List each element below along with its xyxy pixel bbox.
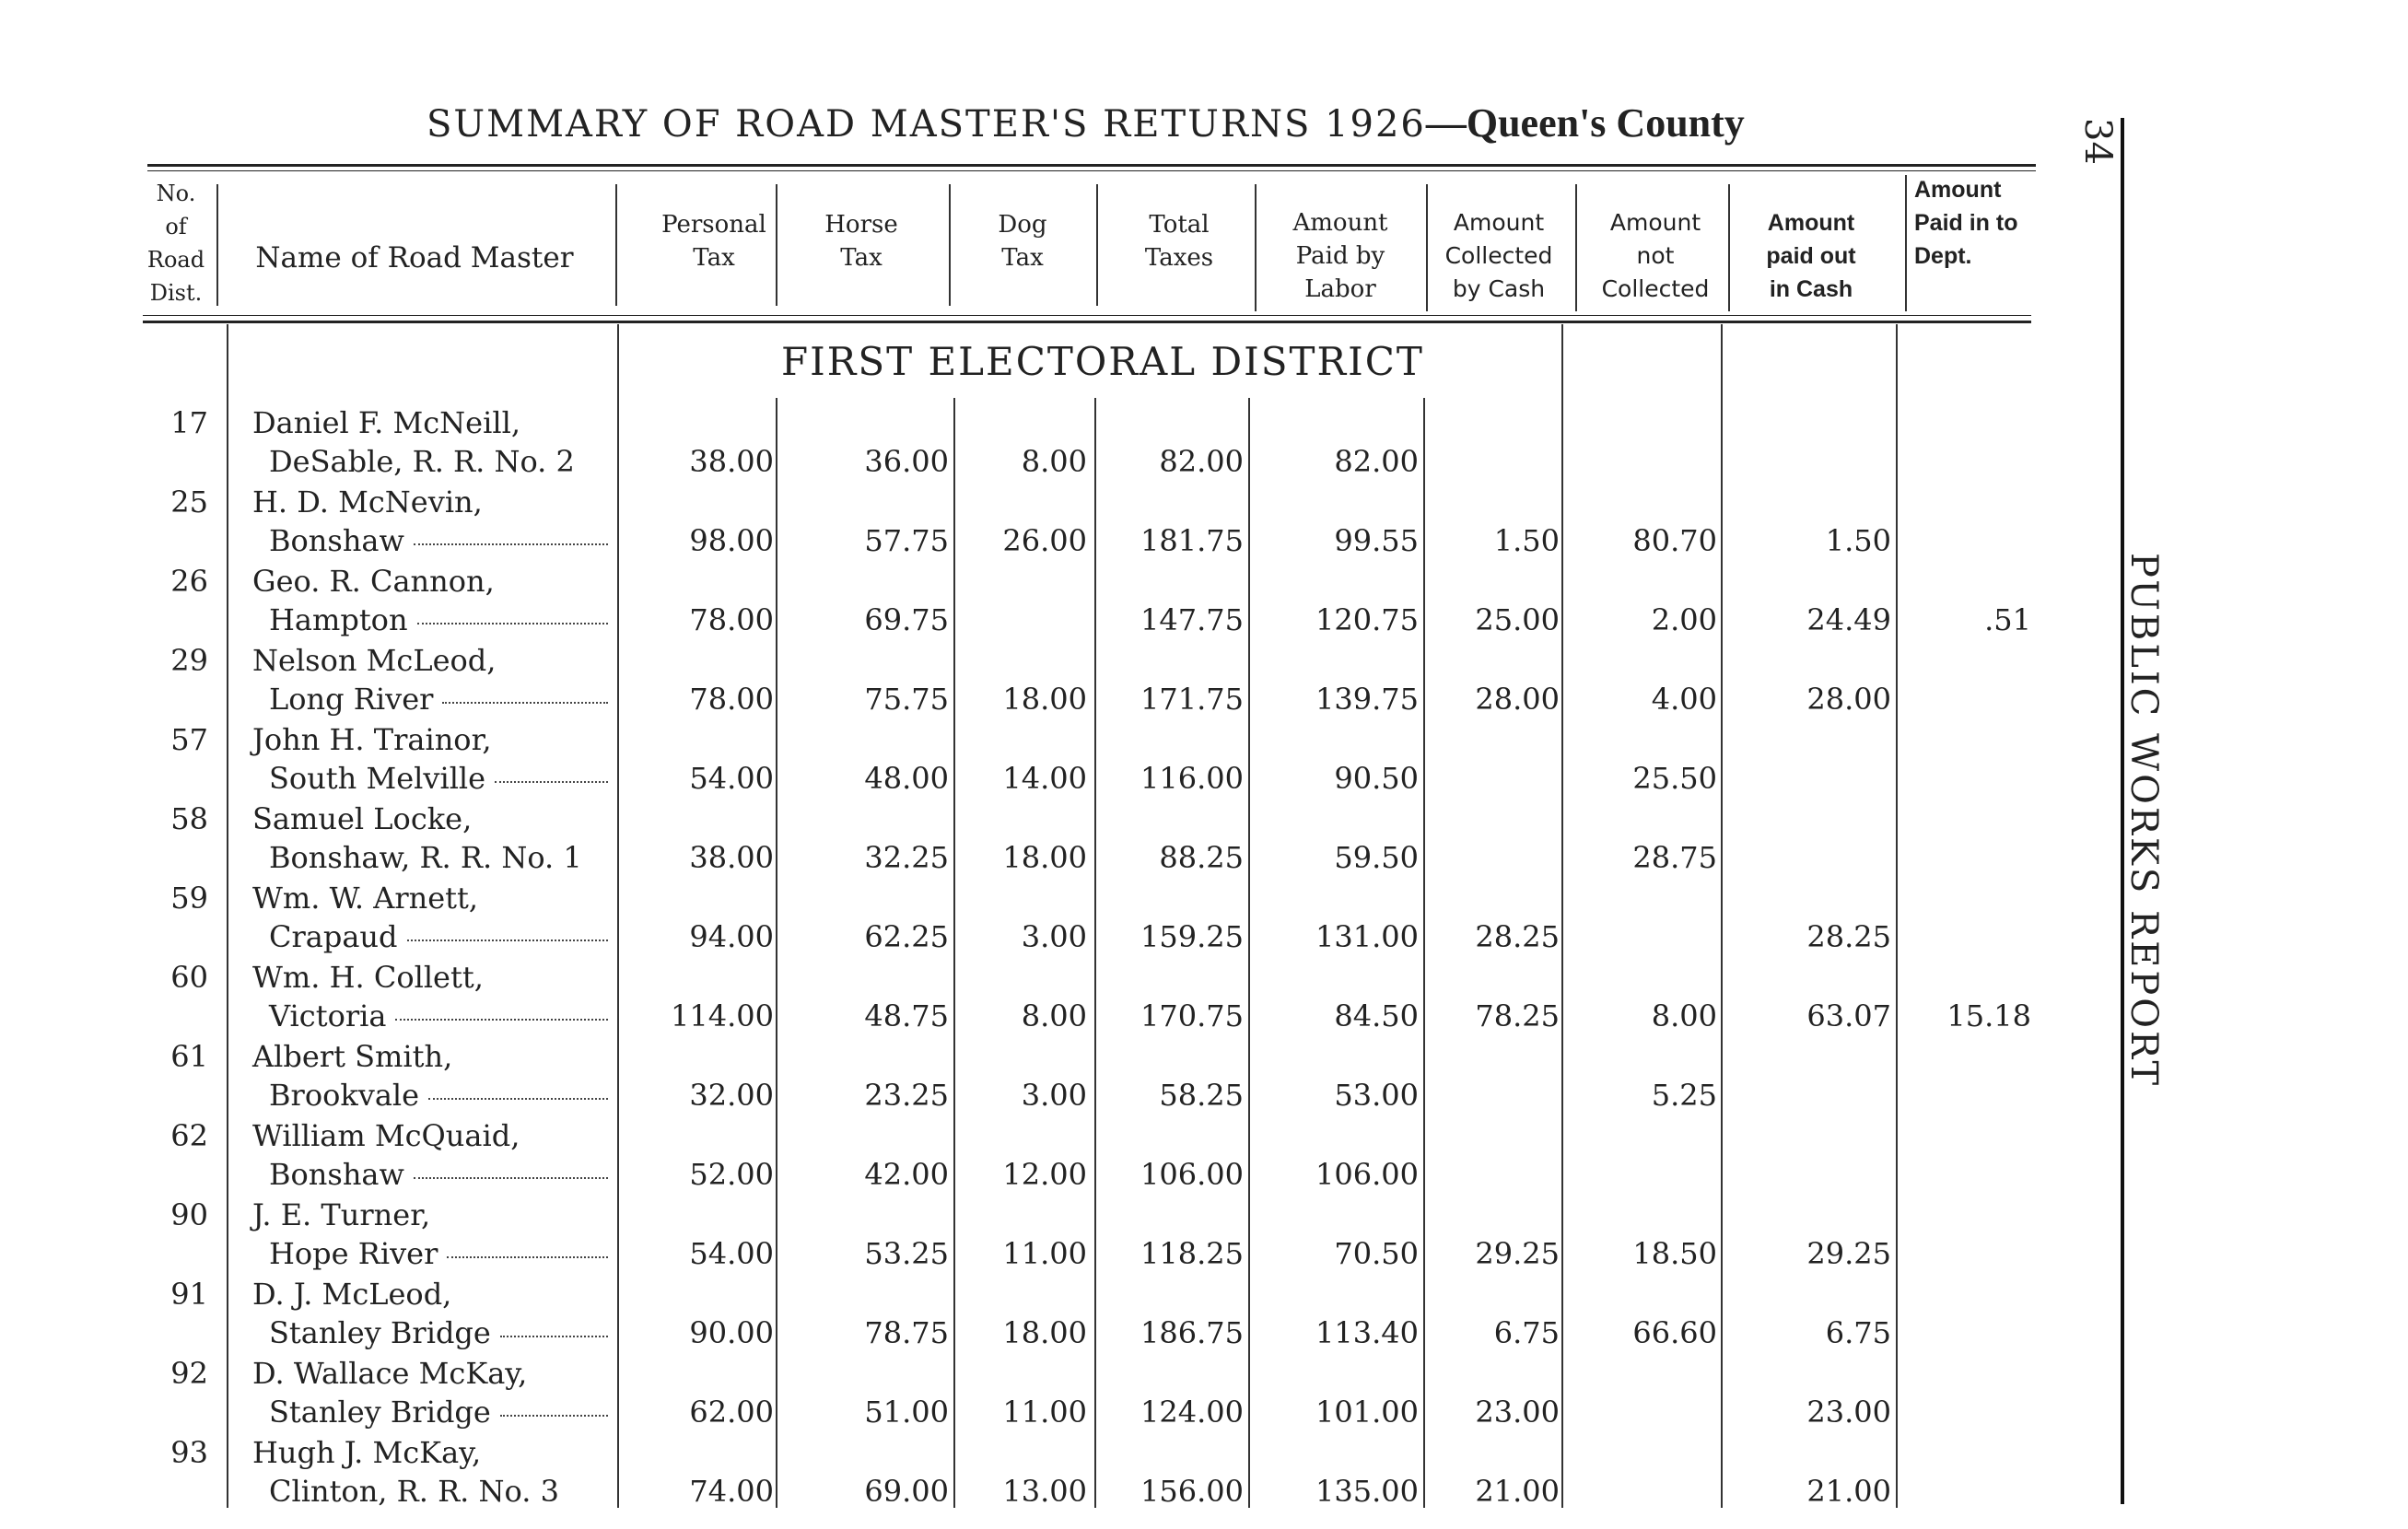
road-master-address: Brookvale: [269, 1078, 608, 1113]
road-master-name: Geo. R. Cannon,: [252, 564, 495, 599]
paid-to-dept-cell: 15.18: [1946, 998, 2031, 1033]
paid-by-labor-cell: 82.00: [1334, 444, 1419, 479]
road-master-name: D. J. McLeod,: [252, 1277, 452, 1312]
header-top-rule: [147, 164, 2036, 167]
horse-tax-cell: 42.00: [864, 1157, 949, 1192]
road-district-number: 26: [170, 564, 208, 599]
road-district-number: 17: [170, 405, 208, 440]
road-district-number: 91: [170, 1277, 208, 1312]
dog-tax-cell: 12.00: [1002, 1157, 1087, 1192]
paid-by-labor-cell: 70.50: [1334, 1236, 1419, 1271]
table-row: [0, 1113, 2119, 1192]
road-master-address: Crapaud: [269, 919, 608, 954]
personal-tax-cell: 114.00: [671, 998, 774, 1033]
road-master-name: William McQuaid,: [252, 1118, 520, 1153]
header-divider: [1426, 184, 1428, 311]
leader-dots: [442, 702, 608, 704]
road-master-name: Nelson McLeod,: [252, 643, 497, 678]
total-taxes-cell: 147.75: [1140, 602, 1244, 637]
not-collected-cell: 66.60: [1632, 1315, 1717, 1350]
horse-tax-cell: 69.75: [864, 602, 949, 637]
horse-tax-cell: 78.75: [864, 1315, 949, 1350]
total-taxes-cell: 106.00: [1140, 1157, 1244, 1192]
personal-tax-cell: 78.00: [689, 682, 774, 717]
dog-tax-cell: 11.00: [1002, 1236, 1087, 1271]
header-divider: [216, 184, 218, 306]
road-master-address: Stanley Bridge: [269, 1315, 608, 1350]
header-dog-tax: Dog Tax: [998, 211, 1047, 272]
personal-tax-cell: 98.00: [689, 523, 774, 558]
header-personal-tax: Personal Tax: [661, 211, 766, 272]
road-master-address: DeSable, R. R. No. 2: [269, 444, 575, 479]
paid-by-labor-cell: 106.00: [1315, 1157, 1419, 1192]
paid-by-labor-cell: 120.75: [1315, 602, 1419, 637]
road-master-name: Daniel F. McNeill,: [252, 405, 520, 440]
paid-out-in-cash-cell: 28.00: [1806, 682, 1891, 717]
leader-dots: [414, 1177, 608, 1179]
road-district-number: 90: [170, 1197, 208, 1232]
road-master-name: Hugh J. McKay,: [252, 1435, 482, 1470]
road-district-number: 57: [170, 722, 208, 757]
not-collected-cell: 80.70: [1632, 523, 1717, 558]
paid-to-dept-cell: .51: [1984, 602, 2031, 637]
collected-by-cash-cell: 28.25: [1475, 919, 1560, 954]
paid-by-labor-cell: 101.00: [1315, 1395, 1419, 1430]
personal-tax-cell: 94.00: [689, 919, 774, 954]
table-row: [0, 400, 2119, 479]
collected-by-cash-cell: 23.00: [1475, 1395, 1560, 1430]
not-collected-cell: 25.50: [1632, 761, 1717, 796]
road-master-name: D. Wallace McKay,: [252, 1356, 528, 1391]
total-taxes-cell: 124.00: [1140, 1395, 1244, 1430]
collected-by-cash-cell: 29.25: [1475, 1236, 1560, 1271]
dog-tax-cell: 13.00: [1002, 1474, 1087, 1509]
road-district-number: 93: [170, 1435, 208, 1470]
table-row: [0, 1192, 2119, 1271]
road-master-name: Samuel Locke,: [252, 801, 473, 836]
running-title: PUBLIC WORKS REPORT: [2122, 553, 2165, 1089]
table-row: [0, 1350, 2119, 1430]
total-taxes-cell: 171.75: [1140, 682, 1244, 717]
paid-by-labor-cell: 131.00: [1315, 919, 1419, 954]
not-collected-cell: 5.25: [1651, 1078, 1717, 1113]
header-divider: [1728, 184, 1730, 311]
horse-tax-cell: 75.75: [864, 682, 949, 717]
road-master-address: Hope River: [269, 1236, 608, 1271]
paid-out-in-cash-cell: 21.00: [1806, 1474, 1891, 1509]
dog-tax-cell: 18.00: [1002, 1315, 1087, 1350]
total-taxes-cell: 159.25: [1140, 919, 1244, 954]
table-row: [0, 796, 2119, 875]
horse-tax-cell: 62.25: [864, 919, 949, 954]
header-name: Name of Road Master: [255, 241, 574, 274]
table-row: [0, 875, 2119, 954]
paid-out-in-cash-cell: 63.07: [1806, 998, 1891, 1033]
road-district-number: 62: [170, 1118, 208, 1153]
total-taxes-cell: 170.75: [1140, 998, 1244, 1033]
dog-tax-cell: 18.00: [1002, 682, 1087, 717]
paid-by-labor-cell: 113.40: [1315, 1315, 1419, 1350]
header-divider: [1575, 184, 1577, 311]
road-master-address: Victoria: [269, 998, 608, 1033]
not-collected-cell: 2.00: [1651, 602, 1717, 637]
table-row: [0, 1271, 2119, 1350]
horse-tax-cell: 36.00: [864, 444, 949, 479]
road-master-address: Bonshaw: [269, 1157, 608, 1192]
horse-tax-cell: 53.25: [864, 1236, 949, 1271]
personal-tax-cell: 52.00: [689, 1157, 774, 1192]
paid-by-labor-cell: 53.00: [1334, 1078, 1419, 1113]
horse-tax-cell: 69.00: [864, 1474, 949, 1509]
paid-out-in-cash-cell: 28.25: [1806, 919, 1891, 954]
paid-by-labor-cell: 99.55: [1334, 523, 1419, 558]
leader-dots: [447, 1256, 608, 1258]
paid-by-labor-cell: 59.50: [1334, 840, 1419, 875]
table-row: [0, 637, 2119, 717]
collected-by-cash-cell: 1.50: [1493, 523, 1560, 558]
horse-tax-cell: 32.25: [864, 840, 949, 875]
paid-by-labor-cell: 84.50: [1334, 998, 1419, 1033]
table-row: [0, 954, 2119, 1033]
horse-tax-cell: 57.75: [864, 523, 949, 558]
collected-by-cash-cell: 78.25: [1475, 998, 1560, 1033]
personal-tax-cell: 54.00: [689, 761, 774, 796]
horse-tax-cell: 48.75: [864, 998, 949, 1033]
collected-by-cash-cell: 21.00: [1475, 1474, 1560, 1509]
road-district-number: 59: [170, 881, 208, 916]
header-not-collected: Amount not Collected: [1601, 209, 1710, 302]
title-main: SUMMARY OF ROAD MASTER'S RETURNS 1926: [427, 103, 1426, 146]
total-taxes-cell: 116.00: [1140, 761, 1244, 796]
collected-by-cash-cell: 6.75: [1493, 1315, 1560, 1350]
paid-out-in-cash-cell: 23.00: [1806, 1395, 1891, 1430]
total-taxes-cell: 88.25: [1159, 840, 1244, 875]
road-master-name: J. E. Turner,: [252, 1197, 431, 1232]
table-row: [0, 558, 2119, 637]
total-taxes-cell: 156.00: [1140, 1474, 1244, 1509]
header-top-rule-thin: [147, 170, 2036, 171]
paid-out-in-cash-cell: 24.49: [1806, 602, 1891, 637]
horse-tax-cell: 23.25: [864, 1078, 949, 1113]
road-master-address: Long River: [269, 682, 608, 717]
dog-tax-cell: 8.00: [1021, 998, 1087, 1033]
header-divider: [776, 184, 777, 306]
road-master-address: Clinton, R. R. No. 3: [269, 1474, 559, 1509]
road-master-address: Stanley Bridge: [269, 1395, 608, 1430]
not-collected-cell: 8.00: [1651, 998, 1717, 1033]
page-number: 34: [2076, 118, 2119, 165]
road-district-number: 92: [170, 1356, 208, 1391]
header-paid-out-in-cash: Amount paid out in Cash: [1766, 210, 1856, 302]
horse-tax-cell: 48.00: [864, 761, 949, 796]
road-master-address: Bonshaw, R. R. No. 1: [269, 840, 582, 875]
not-collected-cell: 28.75: [1632, 840, 1717, 875]
header-bottom-rule-thin: [143, 315, 2031, 316]
road-master-name: John H. Trainor,: [252, 722, 492, 757]
personal-tax-cell: 38.00: [689, 840, 774, 875]
personal-tax-cell: 62.00: [689, 1395, 774, 1430]
dog-tax-cell: 14.00: [1002, 761, 1087, 796]
road-master-address: Hampton: [269, 602, 608, 637]
dog-tax-cell: 11.00: [1002, 1395, 1087, 1430]
dog-tax-cell: 18.00: [1002, 840, 1087, 875]
road-district-number: 61: [170, 1039, 208, 1074]
road-district-number: 60: [170, 960, 208, 995]
header-bottom-rule: [143, 321, 2031, 323]
header-total-taxes: Total Taxes: [1144, 211, 1214, 272]
paid-by-labor-cell: 90.50: [1334, 761, 1419, 796]
road-district-number: 25: [170, 484, 208, 519]
leader-dots: [417, 623, 608, 624]
table-row: [0, 1033, 2119, 1113]
table-row: [0, 1430, 2119, 1509]
table-row: [0, 717, 2119, 796]
leader-dots: [414, 543, 608, 545]
horse-tax-cell: 51.00: [864, 1395, 949, 1430]
road-master-name: Wm. W. Arnett,: [252, 881, 479, 916]
header-divider: [1905, 175, 1907, 311]
total-taxes-cell: 58.25: [1159, 1078, 1244, 1113]
road-master-name: H. D. McNevin,: [252, 484, 483, 519]
header-horse-tax: Horse Tax: [824, 211, 898, 272]
paid-out-in-cash-cell: 6.75: [1825, 1315, 1891, 1350]
paid-by-labor-cell: 139.75: [1315, 682, 1419, 717]
personal-tax-cell: 32.00: [689, 1078, 774, 1113]
header-no: No. of Road Dist.: [146, 181, 205, 306]
leader-dots: [407, 940, 608, 941]
leader-dots: [395, 1019, 608, 1021]
dog-tax-cell: 3.00: [1021, 1078, 1087, 1113]
personal-tax-cell: 90.00: [689, 1315, 774, 1350]
personal-tax-cell: 54.00: [689, 1236, 774, 1271]
collected-by-cash-cell: 28.00: [1475, 682, 1560, 717]
district-heading: FIRST ELECTORAL DISTRICT: [781, 339, 1424, 384]
not-collected-cell: 4.00: [1651, 682, 1717, 717]
header-divider: [1255, 184, 1257, 311]
road-master-name: Albert Smith,: [252, 1039, 453, 1074]
header-divider: [1096, 184, 1098, 306]
personal-tax-cell: 38.00: [689, 444, 774, 479]
leader-dots: [428, 1098, 608, 1100]
dog-tax-cell: 3.00: [1021, 919, 1087, 954]
total-taxes-cell: 186.75: [1140, 1315, 1244, 1350]
collected-by-cash-cell: 25.00: [1475, 602, 1560, 637]
personal-tax-cell: 78.00: [689, 602, 774, 637]
road-district-number: 29: [170, 643, 208, 678]
header-paid-by-labor: Amount Paid by Labor: [1292, 209, 1388, 303]
header-divider: [615, 184, 617, 306]
personal-tax-cell: 74.00: [689, 1474, 774, 1509]
paid-out-in-cash-cell: 29.25: [1806, 1236, 1891, 1271]
total-taxes-cell: 118.25: [1140, 1236, 1244, 1271]
title-county: —Queen's County: [1425, 100, 1745, 146]
header-collected-by-cash: Amount Collected by Cash: [1444, 209, 1553, 302]
total-taxes-cell: 82.00: [1159, 444, 1244, 479]
dog-tax-cell: 8.00: [1021, 444, 1087, 479]
total-taxes-cell: 181.75: [1140, 523, 1244, 558]
not-collected-cell: 18.50: [1632, 1236, 1717, 1271]
road-district-number: 58: [170, 801, 208, 836]
road-master-address: Bonshaw: [269, 523, 608, 558]
header-divider: [949, 184, 951, 306]
paid-by-labor-cell: 135.00: [1315, 1474, 1419, 1509]
table-row: [0, 479, 2119, 558]
header-paid-to-dept: Amount Paid in to Dept.: [1914, 177, 2018, 269]
road-master-name: Wm. H. Collett,: [252, 960, 484, 995]
road-master-address: South Melville: [269, 761, 608, 796]
paid-out-in-cash-cell: 1.50: [1825, 523, 1891, 558]
page-title: [427, 99, 1745, 146]
dog-tax-cell: 26.00: [1002, 523, 1087, 558]
